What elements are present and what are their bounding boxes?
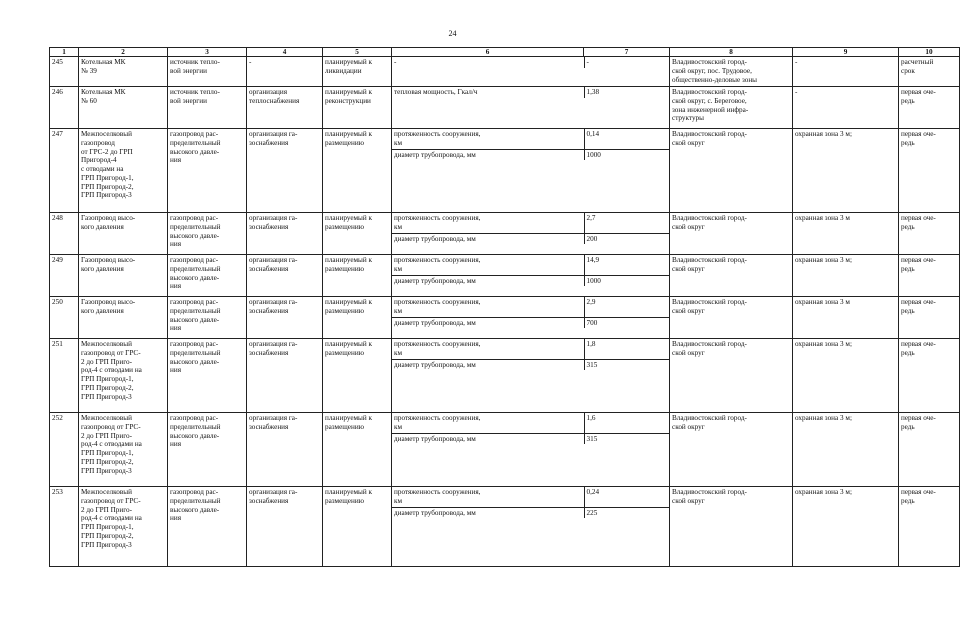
parameter-name: диаметр трубопровода, мм xyxy=(392,507,584,518)
zone-characteristics: охранная зона 3 м; xyxy=(793,487,899,567)
parameter-name: диаметр трубопровода, мм xyxy=(392,359,584,370)
row-number: 249 xyxy=(50,255,79,297)
object-status: планируемый к реконструкции xyxy=(323,87,392,129)
page-number: 24 xyxy=(448,29,457,38)
parameter-value: 1,6 xyxy=(584,413,670,433)
object-status: планируемый к размещению xyxy=(323,129,392,213)
zone-characteristics: охранная зона 3 м xyxy=(793,297,899,339)
row-number: 250 xyxy=(50,297,79,339)
object-location: Владивостокский город- ской округ xyxy=(670,213,793,255)
object-type: газопровод рас- пределительный высокого давле- ния xyxy=(168,255,247,297)
object-type: газопровод рас- пределительный высокого давле- ния xyxy=(168,129,247,213)
parameters-cell xyxy=(392,339,670,413)
object-location: Владивостокский город- ской округ, пос. Трудовое, общественно-деловые зоны xyxy=(670,57,793,87)
parameter-name: протяженность сооружения, км xyxy=(394,298,481,315)
parameter-row xyxy=(392,149,670,160)
table-row xyxy=(50,487,960,567)
object-name: Котельная МК № 39 xyxy=(79,57,168,87)
object-name: Межпоселковый газопровод от ГРС- 2 до ГРП Приго- род-4 с отводами на ГРП Пригород-1, ГРП Пригород-2, ГРП Пригород-3 xyxy=(79,413,168,487)
objects-table xyxy=(49,47,960,567)
parameters-table xyxy=(392,87,670,98)
parameter-value: 1000 xyxy=(584,149,670,160)
header-cell: 4 xyxy=(247,48,323,57)
parameters-table xyxy=(392,129,670,160)
parameters-table xyxy=(392,213,670,244)
header-cell: 2 xyxy=(79,48,168,57)
row-number: 246 xyxy=(50,87,79,129)
parameters-cell xyxy=(392,129,670,213)
parameters-cell xyxy=(392,213,670,255)
parameter-name: протяженность сооружения, км xyxy=(394,256,481,273)
parameter-name: протяженность сооружения, км xyxy=(394,214,481,231)
object-type: газопровод рас- пределительный высокого давле- ния xyxy=(168,413,247,487)
parameters-table xyxy=(392,297,670,328)
parameter-name: протяженность сооружения, км xyxy=(394,340,481,357)
parameter-value: - xyxy=(584,57,670,68)
zone-characteristics: охранная зона 3 м; xyxy=(793,129,899,213)
row-number: 245 xyxy=(50,57,79,87)
object-name: Газопровод высо- кого давления xyxy=(79,213,168,255)
implementation-stage: первая оче- редь xyxy=(899,213,960,255)
implementation-stage: первая оче- редь xyxy=(899,413,960,487)
parameter-row xyxy=(392,339,670,359)
object-type: газопровод рас- пределительный высокого давле- ния xyxy=(168,339,247,413)
parameters-cell xyxy=(392,57,670,87)
parameters-table xyxy=(392,339,670,370)
parameter-value: 0,14 xyxy=(584,129,670,149)
table-row xyxy=(50,57,960,87)
parameters-table xyxy=(392,487,670,518)
table-row xyxy=(50,297,960,339)
parameter-value: 0,24 xyxy=(584,487,670,507)
parameter-row xyxy=(392,487,670,507)
object-type: источник тепло- вой энергии xyxy=(168,57,247,87)
header-cell: 8 xyxy=(670,48,793,57)
parameter-value: 315 xyxy=(584,359,670,370)
zone-characteristics: охранная зона 3 м; xyxy=(793,339,899,413)
parameters-cell xyxy=(392,413,670,487)
parameter-name: протяженность сооружения, км xyxy=(394,130,481,147)
row-number: 247 xyxy=(50,129,79,213)
parameter-name: диаметр трубопровода, мм xyxy=(392,233,584,244)
object-purpose: организация теплоснабжения xyxy=(247,87,323,129)
header-row xyxy=(50,48,960,57)
header-cell: 6 xyxy=(392,48,584,57)
parameter-value: 1,8 xyxy=(584,339,670,359)
implementation-stage: первая оче- редь xyxy=(899,87,960,129)
object-name: Межпоселковый газопровод от ГРС- 2 до ГРП Приго- род-4 с отводами на ГРП Пригород-1, ГРП Пригород-2, ГРП Пригород-3 xyxy=(79,339,168,413)
object-name: Межпоселковый газопровод от ГРС- 2 до ГРП Приго- род-4 с отводами на ГРП Пригород-1, ГРП Пригород-2, ГРП Пригород-3 xyxy=(79,487,168,567)
parameter-row xyxy=(392,507,670,518)
parameter-value: 315 xyxy=(584,433,670,444)
parameter-row xyxy=(392,213,670,233)
header-cell: 7 xyxy=(584,48,670,57)
object-name: Межпоселковый газопровод от ГРС-2 до ГРП Пригород-4 с отводами на ГРП Пригород-1, ГРП Пригород-2, ГРП Пригород-3 xyxy=(79,129,168,213)
parameter-value: 1000 xyxy=(584,275,670,286)
parameter-value: 2,7 xyxy=(584,213,670,233)
parameter-value: 700 xyxy=(584,317,670,328)
object-location: Владивостокский город- ской округ xyxy=(670,487,793,567)
header-cell: 5 xyxy=(323,48,392,57)
parameter-row xyxy=(392,87,670,98)
parameter-row xyxy=(392,255,670,275)
parameter-name: диаметр трубопровода, мм xyxy=(392,149,584,160)
parameters-cell xyxy=(392,87,670,129)
parameters-cell xyxy=(392,487,670,567)
parameter-row xyxy=(392,275,670,286)
parameter-name: тепловая мощность, Гкал/ч xyxy=(394,88,478,96)
header-cell: 1 xyxy=(50,48,79,57)
parameter-name: протяженность сооружения, км xyxy=(394,414,481,431)
object-name: Газопровод высо- кого давления xyxy=(79,297,168,339)
header-cell: 9 xyxy=(793,48,899,57)
object-location: Владивостокский город- ской округ xyxy=(670,413,793,487)
parameter-row xyxy=(392,129,670,149)
zone-characteristics: охранная зона 3 м; xyxy=(793,413,899,487)
object-purpose: - xyxy=(247,57,323,87)
parameters-table xyxy=(392,57,670,68)
object-status: планируемый к размещению xyxy=(323,487,392,567)
parameter-row xyxy=(392,359,670,370)
parameter-row xyxy=(392,297,670,317)
parameter-name: диаметр трубопровода, мм xyxy=(392,275,584,286)
object-status: планируемый к размещению xyxy=(323,297,392,339)
object-status: планируемый к размещению xyxy=(323,339,392,413)
object-type: газопровод рас- пределительный высокого давле- ния xyxy=(168,487,247,567)
parameters-table xyxy=(392,255,670,286)
parameter-value: 225 xyxy=(584,507,670,518)
parameter-row xyxy=(392,317,670,328)
object-location: Владивостокский город- ской округ xyxy=(670,297,793,339)
parameter-row xyxy=(392,413,670,433)
header-cell: 3 xyxy=(168,48,247,57)
parameter-row xyxy=(392,433,670,444)
table-row xyxy=(50,87,960,129)
parameters-cell xyxy=(392,297,670,339)
parameter-value: 2,9 xyxy=(584,297,670,317)
table-row xyxy=(50,339,960,413)
table-row xyxy=(50,255,960,297)
object-type: газопровод рас- пределительный высокого давле- ния xyxy=(168,213,247,255)
object-purpose: организация га- зоснабжения xyxy=(247,413,323,487)
object-status: планируемый к размещению xyxy=(323,255,392,297)
row-number: 252 xyxy=(50,413,79,487)
parameter-name: диаметр трубопровода, мм xyxy=(392,433,584,444)
object-purpose: организация га- зоснабжения xyxy=(247,255,323,297)
object-type: источник тепло- вой энергии xyxy=(168,87,247,129)
implementation-stage: первая оче- редь xyxy=(899,487,960,567)
object-name: Котельная МК № 60 xyxy=(79,87,168,129)
parameter-value: 1,38 xyxy=(584,87,670,98)
parameters-cell xyxy=(392,255,670,297)
header-cell: 10 xyxy=(899,48,960,57)
row-number: 253 xyxy=(50,487,79,567)
object-purpose: организация га- зоснабжения xyxy=(247,129,323,213)
zone-characteristics: - xyxy=(793,87,899,129)
object-status: планируемый к ликвидации xyxy=(323,57,392,87)
parameter-name: протяженность сооружения, км xyxy=(394,488,481,505)
implementation-stage: первая оче- редь xyxy=(899,255,960,297)
parameter-name: диаметр трубопровода, мм xyxy=(392,317,584,328)
table-row xyxy=(50,213,960,255)
implementation-stage: первая оче- редь xyxy=(899,297,960,339)
implementation-stage: первая оче- редь xyxy=(899,339,960,413)
object-location: Владивостокский город- ской округ, с. Береговое, зона инженерной инфра- структуры xyxy=(670,87,793,129)
row-number: 248 xyxy=(50,213,79,255)
object-type: газопровод рас- пределительный высокого давле- ния xyxy=(168,297,247,339)
object-location: Владивостокский город- ской округ xyxy=(670,129,793,213)
parameter-value: 200 xyxy=(584,233,670,244)
table-row xyxy=(50,413,960,487)
zone-characteristics: - xyxy=(793,57,899,87)
implementation-stage: расчетный срок xyxy=(899,57,960,87)
parameters-table xyxy=(392,413,670,444)
object-purpose: организация га- зоснабжения xyxy=(247,487,323,567)
table-row xyxy=(50,129,960,213)
row-number: 251 xyxy=(50,339,79,413)
parameter-row xyxy=(392,57,670,68)
zone-characteristics: охранная зона 3 м xyxy=(793,213,899,255)
object-purpose: организация га- зоснабжения xyxy=(247,339,323,413)
object-name: Газопровод высо- кого давления xyxy=(79,255,168,297)
parameter-value: 14,9 xyxy=(584,255,670,275)
parameter-row xyxy=(392,233,670,244)
object-location: Владивостокский город- ской округ xyxy=(670,339,793,413)
object-status: планируемый к размещению xyxy=(323,413,392,487)
object-purpose: организация га- зоснабжения xyxy=(247,297,323,339)
object-status: планируемый к размещению xyxy=(323,213,392,255)
object-purpose: организация га- зоснабжения xyxy=(247,213,323,255)
zone-characteristics: охранная зона 3 м; xyxy=(793,255,899,297)
implementation-stage: первая оче- редь xyxy=(899,129,960,213)
object-location: Владивостокский город- ской округ xyxy=(670,255,793,297)
parameter-name: - xyxy=(394,58,397,66)
